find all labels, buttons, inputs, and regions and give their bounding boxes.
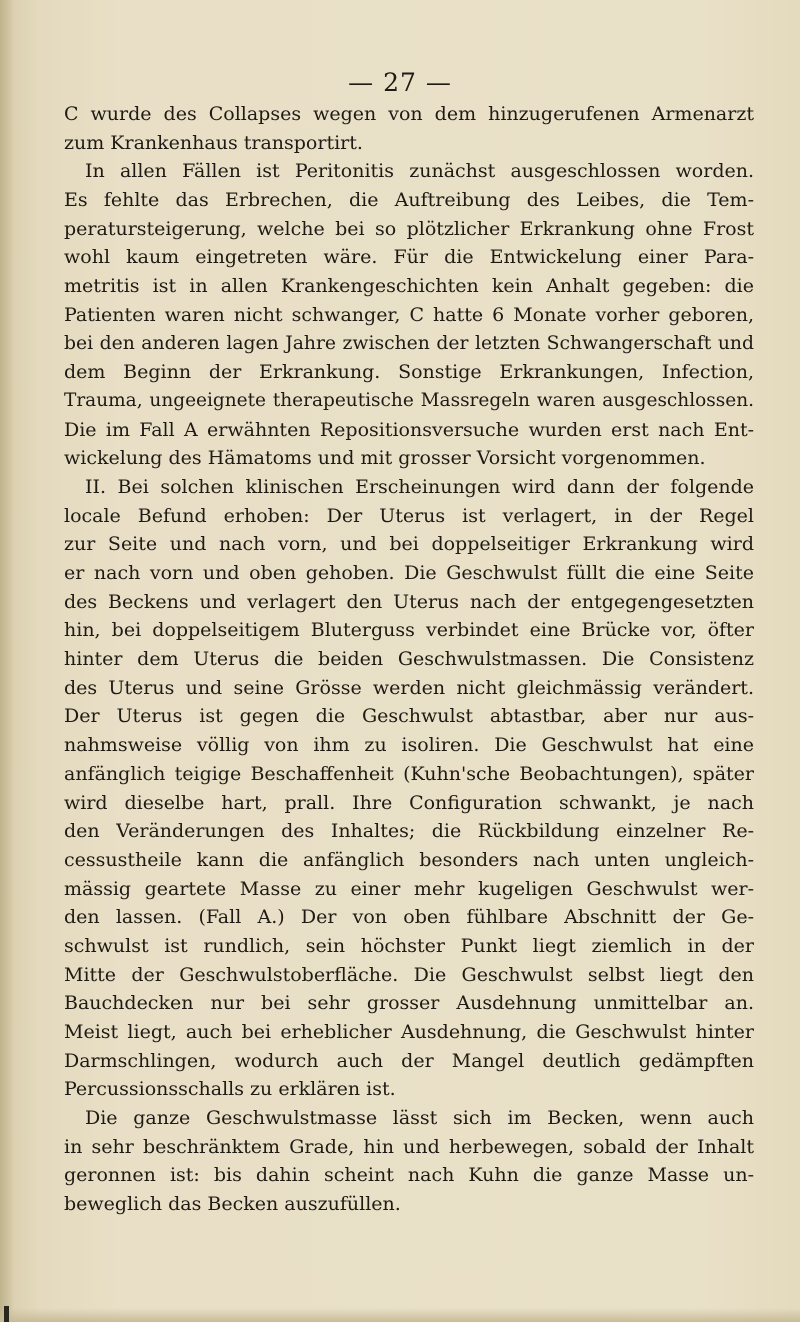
text-line: anfänglich teigige Beschaffenheit (Kuhn'sche Beobachtungen), später — [64, 762, 754, 785]
text-line: in sehr beschränktem Grade, hin und herbewegen, sobald der Inhalt — [64, 1135, 754, 1158]
text-line: zur Seite und nach vorn, und bei doppelseitiger Erkrankung wird — [64, 533, 754, 556]
scan-mark — [4, 1306, 9, 1322]
text-line: Darmschlingen, wodurch auch der Mangel deutlich gedämpften — [64, 1049, 754, 1072]
page-bottom-shadow — [0, 1308, 800, 1322]
text-line: In allen Fällen ist Peritonitis zunächst ausgeschlossen worden. — [85, 160, 754, 183]
text-line: Mitte der Geschwulstoberfläche. Die Geschwulst selbst liegt den — [64, 963, 754, 986]
text-line: dem Beginn der Erkrankung. Sonstige Erkrankungen, Infection, — [64, 361, 754, 384]
text-line: Meist liegt, auch bei erheblicher Ausdehnung, die Geschwulst hinter — [64, 1021, 754, 1043]
text-line: er nach vorn und oben gehoben. Die Geschwulst füllt die eine Seite — [64, 562, 754, 584]
text-line: locale Befund erhoben: Der Uterus ist verlagert, in der Regel — [64, 504, 754, 527]
text-line: Percussionsschalls zu erklären ist. — [64, 1078, 396, 1101]
text-line: geronnen ist: bis dahin scheint nach Kuhn die ganze Masse un- — [64, 1164, 754, 1187]
page-number: — 27 — — [348, 68, 452, 97]
text-line: Die ganze Geschwulstmasse lässt sich im Becken, wenn auch — [85, 1107, 754, 1130]
text-line: metritis ist in allen Krankengeschichten kein Anhalt gegeben: die — [64, 275, 754, 298]
text-line: zum Krankenhaus transportirt. — [64, 131, 363, 154]
text-line: schwulst ist rundlich, sein höchster Punkt liegt ziemlich in der — [64, 934, 754, 957]
text-line: cessustheile kann die anfänglich besonders nach unten ungleich- — [64, 848, 754, 871]
page-left-shadow — [0, 0, 14, 1322]
text-line: Trauma, ungeeignete therapeutische Massregeln waren ausgeschlossen. — [64, 389, 754, 411]
text-line: peratursteigerung, welche bei so plötzlicher Erkrankung ohne Frost — [64, 217, 754, 240]
text-line: Die im Fall A erwähnten Repositionsversuche wurden erst nach Ent- — [64, 418, 754, 441]
text-line: mässig geartete Masse zu einer mehr kugeligen Geschwulst wer- — [64, 877, 754, 900]
text-line: des Uterus und seine Grösse werden nicht gleichmässig verändert. — [64, 676, 754, 699]
text-line: Der Uterus ist gegen die Geschwulst abtastbar, aber nur aus- — [64, 705, 754, 728]
text-line: wickelung des Hämatoms und mit grosser Vorsicht vorgenommen. — [64, 447, 706, 470]
text-line: II. Bei solchen klinischen Erscheinungen wird dann der folgende — [85, 475, 754, 498]
body-text — [64, 100, 754, 1219]
text-line: wohl kaum eingetreten wäre. Für die Entwickelung einer Para- — [64, 246, 754, 269]
text-line: hin, bei doppelseitigem Bluterguss verbindet eine Brücke vor, öfter — [64, 619, 754, 642]
text-line: des Beckens und verlagert den Uterus nach der entgegengesetzten — [64, 590, 754, 613]
text-line: wird dieselbe hart, prall. Ihre Configuration schwankt, je nach — [64, 791, 754, 814]
text-line: bei den anderen lagen Jahre zwischen der letzten Schwangerschaft und — [64, 332, 754, 354]
text-line: Patienten waren nicht schwanger, C hatte 6 Monate vorher geboren, — [64, 303, 754, 326]
text-line: hinter dem Uterus die beiden Geschwulstmassen. Die Consistenz — [64, 648, 754, 671]
text-line: nahmsweise völlig von ihm zu isoliren. Die Geschwulst hat eine — [64, 734, 754, 757]
text-line: den lassen. (Fall A.) Der von oben fühlbare Abschnitt der Ge- — [64, 906, 754, 929]
text-line: C wurde des Collapses wegen von dem hinzugerufenen Armenarzt — [64, 103, 754, 125]
text-line: den Veränderungen des Inhaltes; die Rückbildung einzelner Re- — [64, 820, 754, 843]
text-line: Bauchdecken nur bei sehr grosser Ausdehnung unmittelbar an. — [64, 992, 754, 1015]
text-line: Es fehlte das Erbrechen, die Auftreibung des Leibes, die Tem- — [64, 189, 754, 212]
text-line: beweglich das Becken auszufüllen. — [64, 1193, 401, 1216]
